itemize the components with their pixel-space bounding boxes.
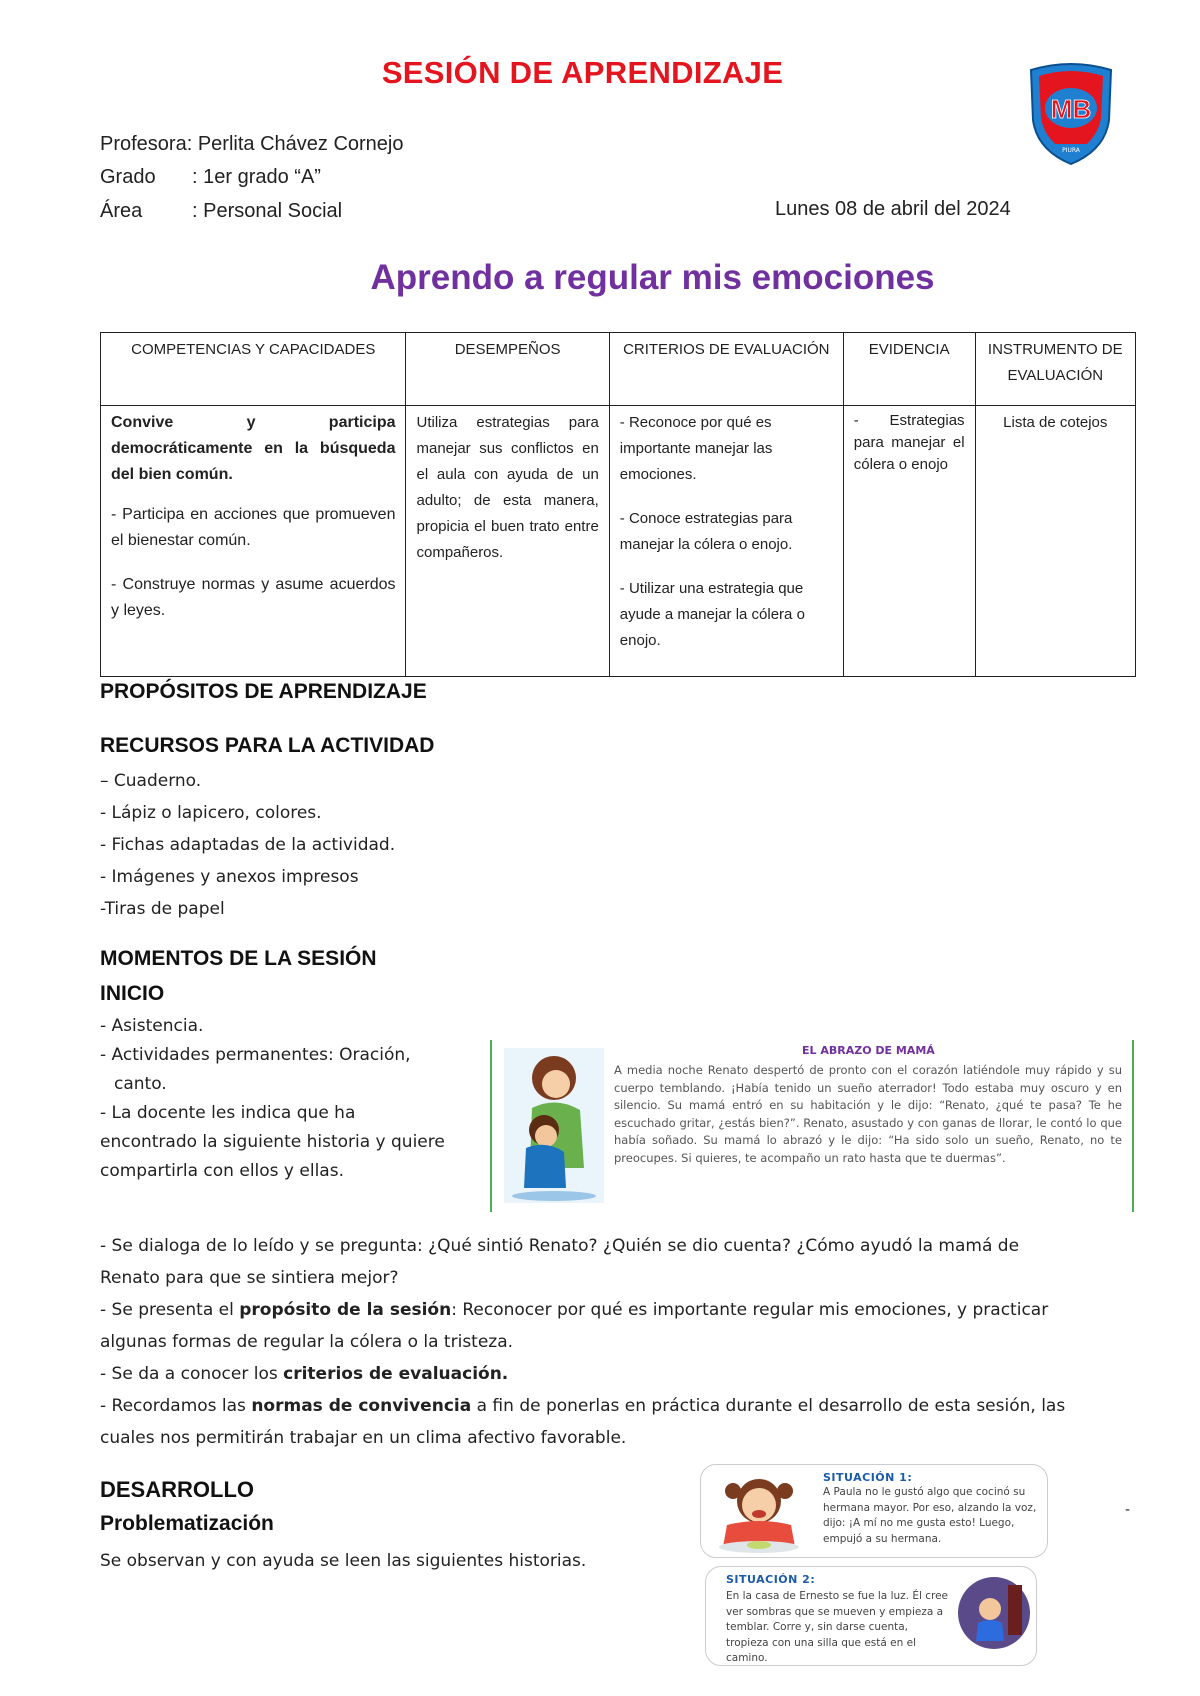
list-item: - Fichas adaptadas de la actividad.: [100, 835, 396, 855]
logo-caption: PIURA: [1062, 147, 1080, 154]
desarrollo-text: Se observan y con ayuda se leen las siguientes historias.: [100, 1551, 587, 1571]
criterio-1: - Reconoce por qué es importante manejar las emociones.: [619, 414, 773, 483]
norms-text-c: a fin de ponerlas en práctica durante el desarrollo de esta sesión, las cuales nos permitirán trabajar en un clima afectivo favorable.: [100, 1396, 1066, 1448]
table-header-row: [101, 333, 1136, 406]
instrumento-text: Lista de cotejos: [1003, 414, 1108, 431]
desempeno-cell: [406, 406, 609, 677]
story-card: [490, 1040, 1134, 1212]
grade-line: [100, 166, 321, 189]
table-header: DESEMPEÑOS: [406, 333, 609, 406]
capacidad-2: - Construye normas y asume acuerdos y leyes.: [111, 576, 396, 619]
session-date: Lunes 08 de abril del 2024: [775, 198, 1011, 220]
desarrollo-heading: DESARROLLO: [100, 1477, 254, 1502]
list-item: -Tiras de papel: [100, 899, 225, 919]
grade-label: Grado: [100, 166, 156, 188]
competencia-text: Convive y participa democráticamente en la búsqueda del bien común.: [111, 414, 396, 483]
instrumento-cell: [975, 406, 1135, 677]
norms-paragraph: [100, 1390, 1080, 1454]
dialogue-paragraph: - Se dialoga de lo leído y se pregunta: ¿Qué sintió Renato? ¿Quién se dio cuenta? ¿Cómo ayudó la mamá de Renato para que se sintiera mejor?: [100, 1236, 1020, 1288]
session-subtitle: Aprendo a regular mis emociones: [370, 258, 935, 297]
problematizacion-heading: Problematización: [100, 1512, 274, 1535]
capacidad-1: - Participa en acciones que promueven el bienestar común.: [111, 506, 396, 549]
list-item: - Actividades permanentes: Oración,: [100, 1045, 411, 1065]
criteria-text-a: - Se da a conocer los: [100, 1364, 284, 1384]
situation-2-title: SITUACIÓN 2:: [726, 1573, 816, 1586]
table-header: COMPETENCIAS Y CAPACIDADES: [101, 333, 406, 406]
competencias-cell: [101, 406, 406, 677]
situation-1-text: A Paula no le gustó algo que cocinó su hermana mayor. Por eso, alzando la voz, dijo: ¡A mí no me gusta esto! Luego, empujó a su hermana.: [823, 1486, 1037, 1545]
list-item: - Asistencia.: [100, 1016, 204, 1036]
situation-2-card: [705, 1566, 1037, 1666]
table-header: EVIDENCIA: [843, 333, 975, 406]
norms-text-bold: normas de convivencia: [251, 1396, 472, 1416]
list-item: - Lápiz o lapicero, colores.: [100, 803, 322, 823]
angry-girl-illustration: [703, 1467, 813, 1553]
competencies-table: [100, 332, 1136, 677]
criteria-text-bold: criterios de evaluación.: [283, 1364, 509, 1384]
teacher-name: Perlita Chávez Cornejo: [197, 133, 404, 155]
inicio-list: [100, 1012, 445, 1186]
table-row: [101, 406, 1136, 677]
criterio-2: - Conoce estrategias para manejar la cólera o enojo.: [619, 510, 793, 553]
purpose-text-bold: propósito de la sesión: [239, 1300, 452, 1320]
desempeno-text: Utiliza estrategias para manejar sus conflictos en el aula con ayuda de un adulto; de esta manera, propicia el buen trato entre compañeros.: [416, 414, 599, 561]
evidencia-cell: [843, 406, 975, 677]
purpose-paragraph: [100, 1294, 1080, 1358]
purpose-text-a: - Se presenta el: [100, 1300, 240, 1320]
inicio-heading: INICIO: [100, 982, 165, 1005]
area-line: [100, 200, 342, 223]
teacher-line: [100, 133, 403, 156]
evidencia-text: - Estrategias para manejar el cólera o enojo: [853, 412, 965, 473]
table-header: INSTRUMENTO DE EVALUACIÓN: [975, 333, 1135, 406]
momentos-heading: MOMENTOS DE LA SESIÓN: [100, 947, 377, 970]
list-item: compartirla con ellos y ellas.: [100, 1161, 344, 1181]
area-label: Área: [100, 200, 143, 222]
norms-text-a: - Recordamos las: [100, 1396, 252, 1416]
scared-boy-illustration: [956, 1575, 1032, 1651]
story-text: A media noche Renato despertó de pronto con el corazón latiéndole muy rápido y su cuerpo temblando. ¡Había tenido un sueño aterrador! Todo estaba muy oscuro y en silencio. Su mamá entró en su habitación y le dijo: “Renato, ¿qué te pasa? Te he escuchado gritar, ¿estás bien?”. Renato, asustado y con ganas de llorar, le contó lo que había soñado. Su mamá lo abrazó y le dijo: “Ha sido solo un sueño, Renato, no te preocupes. Si quieres, te acompaño un rato hasta que te duermas”.: [614, 1063, 1122, 1165]
area-value: : Personal Social: [192, 200, 343, 222]
teacher-label: Profesora:: [100, 133, 193, 155]
list-item: – Cuaderno.: [100, 771, 202, 791]
situation-1-title: SITUACIÓN 1:: [823, 1471, 913, 1484]
list-item: - Imágenes y anexos impresos: [100, 867, 359, 887]
criteria-paragraph: [100, 1358, 1080, 1390]
situation-1-card: [700, 1464, 1048, 1558]
criterios-cell: [609, 406, 843, 677]
page-title: SESIÓN DE APRENDIZAJE: [381, 55, 784, 90]
story-title: EL ABRAZO DE MAMÁ: [802, 1044, 935, 1057]
grade-value: : 1er grado “A”: [192, 166, 321, 188]
criterio-3: - Utilizar una estrategia que ayude a manejar la cólera o enojo.: [619, 580, 805, 649]
stray-dash: -: [1125, 1502, 1131, 1518]
situation-2-text: En la casa de Ernesto se fue la luz. Él cree ver sombras que se mueven y empieza a temblar. Corre y, sin darse cuenta, tropieza con una silla que está en el camino.: [726, 1590, 948, 1664]
mother-hug-illustration: [504, 1048, 604, 1203]
purpose-text-c: : Reconocer por qué es importante regular mis emociones, y practicar algunas formas de regular la cólera o la tristeza.: [100, 1300, 1049, 1352]
school-logo: [1025, 60, 1117, 168]
recursos-list: [100, 765, 395, 925]
list-item: canto.: [114, 1074, 167, 1094]
list-item: - La docente les indica que ha: [100, 1103, 356, 1123]
recursos-heading: RECURSOS PARA LA ACTIVIDAD: [100, 734, 435, 757]
list-item: encontrado la siguiente historia y quiere: [100, 1132, 445, 1152]
propositos-heading: PROPÓSITOS DE APRENDIZAJE: [100, 680, 427, 703]
table-header: CRITERIOS DE EVALUACIÓN: [609, 333, 843, 406]
logo-text: MB: [1050, 94, 1092, 124]
